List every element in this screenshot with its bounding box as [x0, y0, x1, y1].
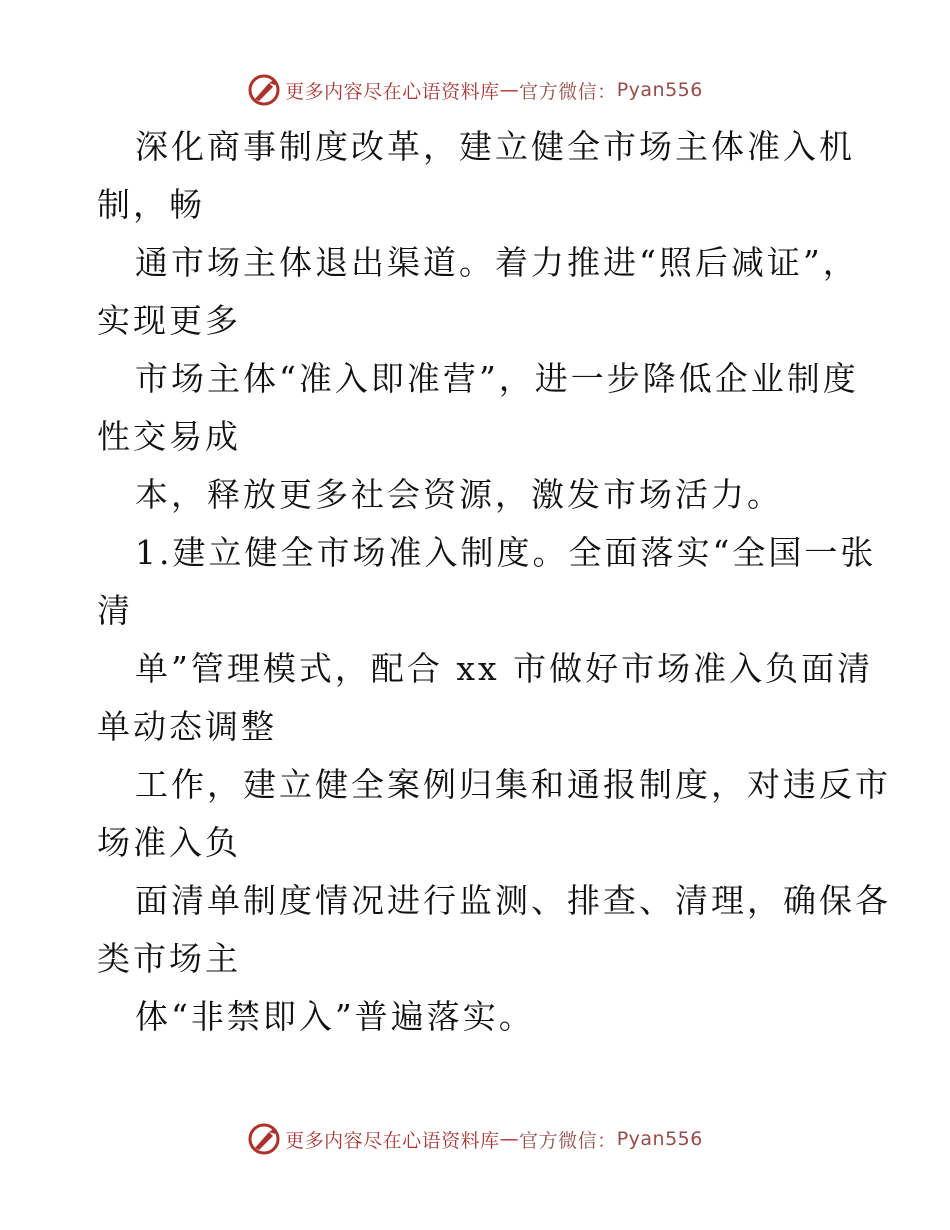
text-line-9: 清: [97, 591, 133, 630]
text-line-13: 场准入负: [97, 823, 241, 862]
pen-nib-logo-icon: [247, 73, 281, 107]
text-line-14: 面清单制度情况进行监测、排查、清理，确保各: [135, 881, 891, 920]
text-line-1: 深化商事制度改革，建立健全市场主体准入机: [135, 127, 855, 166]
banner-wechat-id: Pyan556: [616, 79, 703, 101]
text-line-16: 体“非禁即入”普遍落实。: [135, 997, 535, 1036]
text-line-5: 市场主体“准入即准营”，进一步降低企业制度: [135, 359, 859, 398]
text-line-4: 实现更多: [97, 301, 241, 340]
banner-title: 更多内容尽在心语资料库: [285, 80, 500, 103]
banner-wechat-id: Pyan556: [616, 1128, 703, 1150]
text-line-6: 性交易成: [97, 417, 241, 456]
text-line-10: 单”管理模式，配合 xx 市做好市场准入负面清: [135, 649, 874, 688]
header-banner: [0, 70, 950, 110]
footer-banner: [0, 1119, 950, 1159]
banner-title: 更多内容尽在心语资料库: [285, 1129, 500, 1152]
text-line-8: 1.建立健全市场准入制度。全面落实“全国一张: [135, 533, 877, 572]
text-line-12: 工作，建立健全案例归集和通报制度，对违反市: [135, 765, 891, 804]
pen-nib-logo-icon: [247, 1122, 281, 1156]
text-line-7: 本，释放更多社会资源，激发市场活力。: [135, 475, 783, 514]
text-line-11: 单动态调整: [97, 707, 277, 746]
text-line-2: 制，畅: [97, 185, 205, 224]
banner-wechat-label: 官方微信：: [519, 80, 617, 103]
banner-separator: —: [499, 79, 520, 101]
banner-wechat-label: 官方微信：: [519, 1129, 617, 1152]
banner-separator: —: [499, 1128, 520, 1150]
text-line-3: 通市场主体退出渠道。着力推进“照后减证”，: [135, 243, 859, 282]
text-line-15: 类市场主: [97, 939, 241, 978]
